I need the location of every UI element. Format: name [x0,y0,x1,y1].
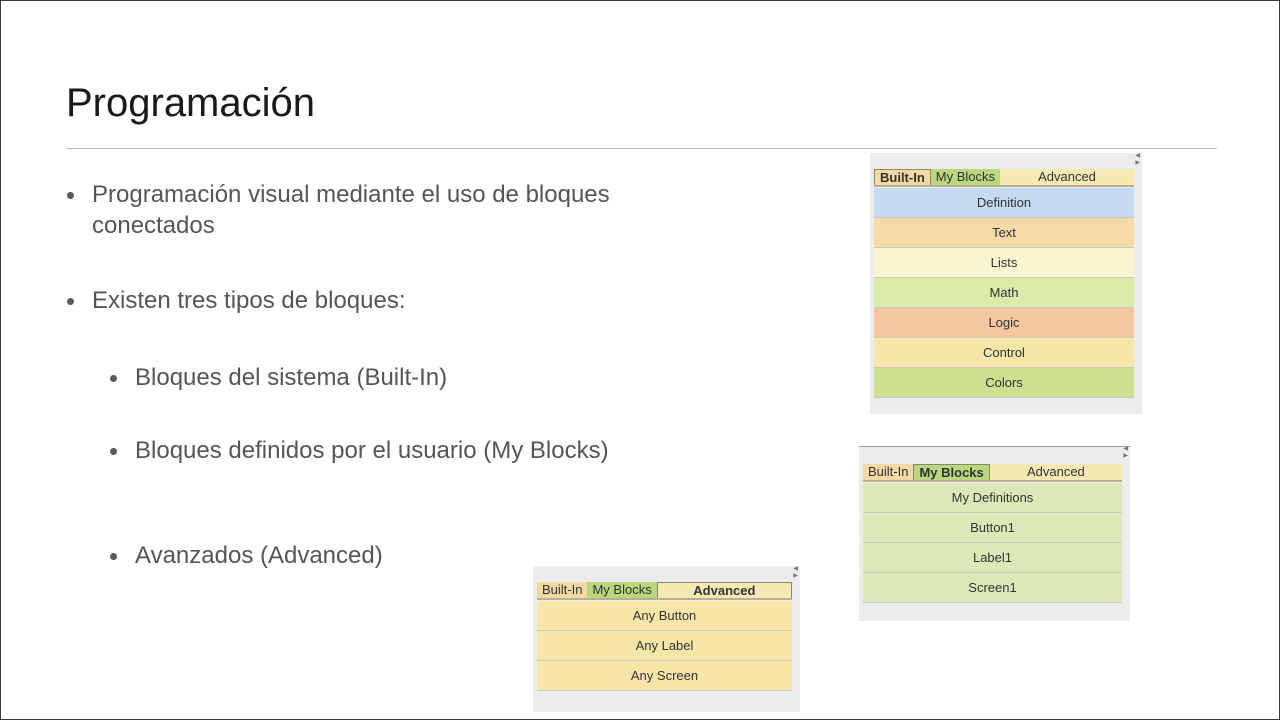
builtin-blocks-panel [870,153,1142,414]
drawer-item[interactable]: Definition [874,188,1134,218]
bullet-dot-icon [67,192,74,199]
bullet-dot-icon [110,448,117,455]
sub-bullet-item [110,435,670,466]
bullet-dot-icon [110,553,117,560]
tab-my-blocks[interactable]: My Blocks [931,169,1000,185]
drawer-tabs [863,464,1122,482]
sub-bullet-item [110,540,383,571]
drawer-item[interactable]: Math [874,278,1134,308]
bullet-text: Avanzados (Advanced) [135,542,383,569]
tab-advanced[interactable]: Advanced [657,582,792,598]
bullet-dot-icon [67,298,74,305]
tab-advanced[interactable]: Advanced [1000,169,1134,185]
bullet-item [67,285,406,316]
drawer-item[interactable]: My Definitions [863,483,1122,513]
scroll-arrows-icon[interactable]: ◀ ▶ [1135,153,1140,166]
bullet-item [67,179,687,241]
title-divider [67,148,1217,149]
bullet-text: Bloques definidos por el usuario (My Blocks) [135,437,609,464]
drawer-item[interactable]: Button1 [863,513,1122,543]
drawer-item[interactable]: Colors [874,368,1134,398]
advanced-panel [533,566,800,712]
tab-my-blocks[interactable]: My Blocks [587,582,656,598]
tab-built-in[interactable]: Built-In [537,582,587,598]
drawer-item[interactable]: Text [874,218,1134,248]
tab-built-in[interactable]: Built-In [863,464,913,480]
myblocks-panel [859,446,1130,621]
scroll-arrows-icon[interactable]: ◀ ▶ [793,566,798,579]
drawer-list [863,483,1122,603]
scroll-arrows-icon[interactable]: ◀ ▶ [1123,446,1128,459]
drawer-item[interactable]: Any Screen [537,661,792,691]
drawer-item[interactable]: Lists [874,248,1134,278]
drawer-item[interactable]: Label1 [863,543,1122,573]
bullet-dot-icon [110,375,117,382]
sub-bullet-item [110,362,447,393]
slide-title: Programación [66,81,316,125]
drawer-tabs [537,582,792,600]
drawer-item[interactable]: Any Button [537,601,792,631]
tab-built-in[interactable]: Built-In [874,169,931,185]
drawer-list [874,188,1134,398]
tab-advanced[interactable]: Advanced [990,464,1122,480]
drawer-item[interactable]: Any Label [537,631,792,661]
drawer-tabs [874,169,1134,187]
drawer-item[interactable]: Logic [874,308,1134,338]
drawer-item[interactable]: Screen1 [863,573,1122,603]
drawer-item[interactable]: Control [874,338,1134,368]
panel-top-border [859,446,1130,447]
bullet-text: Existen tres tipos de bloques: [92,287,406,314]
bullet-text: Bloques del sistema (Built-In) [135,364,448,391]
bullet-text: Programación visual mediante el uso de bloques conectados [92,181,610,239]
tab-my-blocks[interactable]: My Blocks [913,464,989,480]
drawer-list [537,601,792,691]
